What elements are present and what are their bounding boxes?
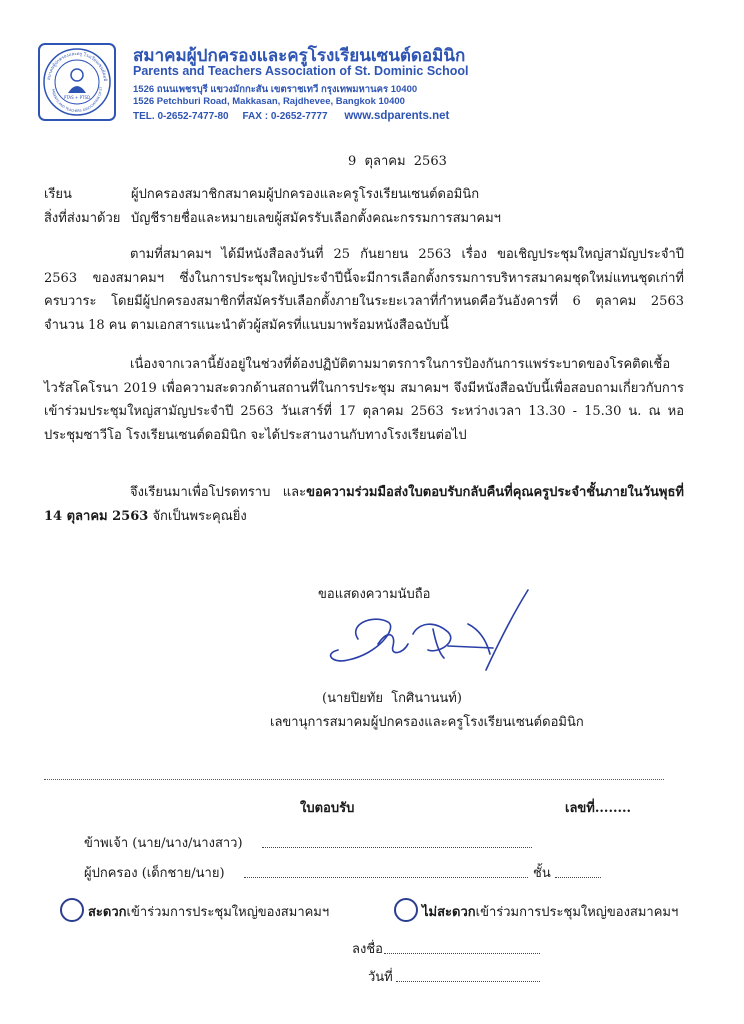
guardian-label: ผู้ปกครอง (เด็กชาย/นาย) (84, 866, 225, 881)
reply-slip-number: เลขที่........ (565, 801, 632, 816)
signature-fill-line[interactable] (384, 953, 540, 954)
date-fill-line[interactable] (396, 981, 540, 982)
org-name-english: Parents and Teachers Association of St. Dominic School (133, 64, 469, 78)
class-label: ชั้น (533, 866, 551, 881)
decline-option-label: ไม่สะดวกเข้าร่วมการประชุมใหญ่ของสมาคมฯ (422, 905, 679, 920)
letter-date: 9 ตุลาคม 2563 (348, 154, 447, 169)
name-label: ข้าพเจ้า (นาย/นาง/นางสาว) (84, 836, 243, 851)
signer-title: เลขานุการสมาคมผู้ปกครองและครูโรงเรียนเซนต์ดอมินิก (270, 715, 584, 730)
attend-option-circle[interactable] (60, 898, 84, 922)
date-label: วันที่ (368, 970, 393, 985)
reply-slip-title: ใบตอบรับ (300, 801, 355, 816)
guardian-fill-line[interactable] (244, 877, 528, 878)
to-value: ผู้ปกครองสมาชิกสมาคมผู้ปกครองและครูโรงเรียนเซนต์ดอมินิก (131, 187, 480, 202)
paragraph-1: ตามที่สมาคมฯ ได้มีหนังสือลงวันที่ 25 กันยายน 2563 เรื่อง ขอเชิญประชุมใหญ่สามัญประจำปี 2563 ของสมาคมฯ ซึ่งในการประชุมใหญ่ประจำปีนี้จะมีการเลือกตั้งกรรมการบริหารสมาคมชุดใหม่แทนชุดเก่าที่ครบวาระ โดยมีผู้ปกครองสมาชิกที่สมัครรับเลือกตั้งภายในระยะเวลาที่กำหนดคือวันอังคารที่ 6 ตุลาคม 2563 จำนวน 18 คน ตามเอกสารแนะนำตัวผู้สมัครที่แนบมาพร้อมหนังสือฉบับนี้ (44, 247, 684, 333)
paragraph-3: จึงเรียนมาเพื่อโปรดทราบ และขอความร่วมมือส่งใบตอบรับกลับคืนที่คุณครูประจำชั้นภายในวันพุธที่ 14 ตุลาคม 2563 จักเป็นพระคุณยิ่ง (44, 485, 684, 524)
svg-text:PTAS + PTSD: PTAS + PTSD (63, 95, 91, 100)
cut-line (44, 779, 664, 780)
paragraph-2: เนื่องจากเวลานี้ยังอยู่ในช่วงที่ต้องปฏิบัติตามมาตรการในการป้องกันการแพร่ระบาดของโรคติดเชื้อไวรัสโคโรนา 2019 เพื่อความสะดวกด้านสถานที่ในการประชุม สมาคมฯ จึงมีหนังสือฉบับนี้เพื่อสอบถามเกี่ยวกับการเข้าร่วมประชุมใหญ่สามัญประจำปี 2563 วันเสาร์ที่ 17 ตุลาคม 2563 ระหว่างเวลา 13.30 - 15.30 น. ณ หอประชุมซาวีโอ โรงเรียนเซนต์ดอมินิก จะได้ประสานงานกับทางโรงเรียนต่อไป (44, 357, 684, 443)
enclosure-value: บัญชีรายชื่อและหมายเลขผู้สมัครรับเลือกตั้งคณะกรรมการสมาคมฯ (131, 211, 501, 226)
address-thai: 1526 ถนนเพชรบุรี แขวงมักกะสัน เขตราชเทวี กรุงเทพมหานคร 10400 (133, 84, 418, 95)
name-fill-line[interactable] (262, 847, 532, 848)
contact-line (133, 110, 449, 122)
class-fill-line[interactable] (555, 877, 601, 878)
signature-label: ลงชื่อ (352, 942, 383, 957)
enclosure-label: สิ่งที่ส่งมาด้วย (44, 211, 121, 226)
svg-text:สมาคมผู้ปกครองและครู โรงเรียนเ: สมาคมผู้ปกครองและครู โรงเรียนเซนต์ดอมิ (47, 51, 108, 82)
address-english: 1526 Petchburi Road, Makkasan, Rajdhevee, Bangkok 10400 (133, 96, 405, 107)
decline-option-circle[interactable] (394, 898, 418, 922)
handwritten-signature (318, 584, 538, 676)
signer-name: (นายปิยทัย โกศินานนท์) (322, 691, 462, 706)
attend-option-label: สะดวกเข้าร่วมการประชุมใหญ่ของสมาคมฯ (88, 905, 330, 920)
svg-text:PARENTS AND TEACHERS ASSOCIATI: PARENTS AND TEACHERS ASSOCIATION OF ST (51, 87, 104, 114)
phone-fax: TEL. 0-2652-7477-80 FAX : 0-2652-7777 (133, 111, 328, 122)
association-logo (38, 43, 116, 121)
org-name-thai: สมาคมผู้ปกครองและครูโรงเรียนเซนต์ดอมินิก (133, 46, 466, 66)
website-link[interactable]: www.sdparents.net (344, 110, 450, 122)
to-label: เรียน (44, 187, 72, 202)
closing-phrase: ขอแสดงความนับถือ (318, 587, 431, 602)
